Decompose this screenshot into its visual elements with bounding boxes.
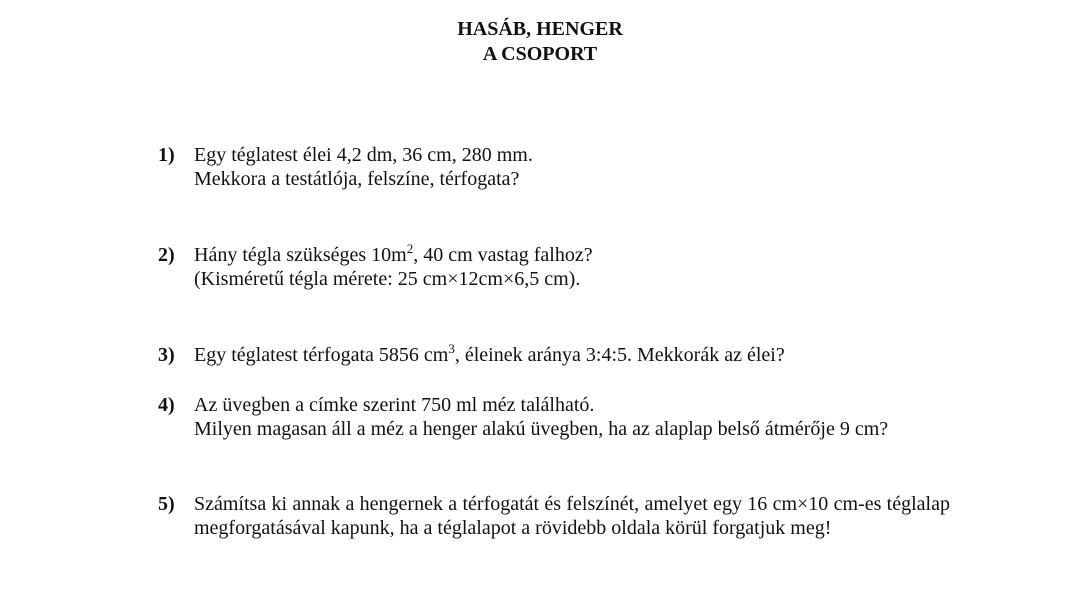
problem-3: [158, 343, 950, 367]
problem-4: [158, 393, 950, 441]
title-line-2: A CSOPORT: [482, 43, 598, 65]
text-fragment: Egy téglatest térfogata 5856 cm: [194, 344, 449, 366]
superscript-exponent: 2: [406, 241, 414, 256]
problem-2: [158, 243, 950, 291]
problem-number: 4): [158, 394, 175, 416]
text-fragment: , 40 cm vastag falhoz?: [413, 244, 593, 266]
problem-number: 2): [158, 244, 175, 266]
title-line-1: HASÁB, HENGER: [457, 18, 623, 40]
problem-text-line: Az üvegben a címke szerint 750 ml méz található.: [194, 394, 595, 416]
problem-text-line: Egy téglatest élei 4,2 dm, 36 cm, 280 mm.: [194, 144, 533, 166]
problem-text-line: [194, 243, 950, 267]
problem-text-line: (Kisméretű tégla mérete: 25 cm×12cm×6,5 cm).: [194, 268, 581, 290]
problem-5: [158, 492, 950, 540]
problem-number: 1): [158, 144, 175, 166]
problem-text-paragraph: Számítsa ki annak a hengernek a térfogatát és felszínét, amelyet egy 16 cm×10 cm-es téglalap megforgatásával kapunk, ha a téglalapot a rövidebb oldala körül forgatjuk meg!: [194, 493, 950, 539]
problem-number: 5): [158, 493, 175, 515]
superscript-exponent: 3: [448, 341, 455, 356]
problem-1: [158, 143, 950, 191]
text-fragment: , éleinek aránya 3:4:5. Mekkorák az élei?: [454, 344, 785, 366]
problem-text-line: Mekkora a testátlója, felszíne, térfogata?: [194, 168, 520, 190]
problem-text-line: Milyen magasan áll a méz a henger alakú üvegben, ha az alaplap belső átmérője 9 cm?: [194, 418, 889, 440]
text-fragment: Hány tégla szükséges 10m: [194, 244, 407, 266]
problem-text-line: [194, 343, 950, 367]
problem-number: 3): [158, 344, 175, 366]
